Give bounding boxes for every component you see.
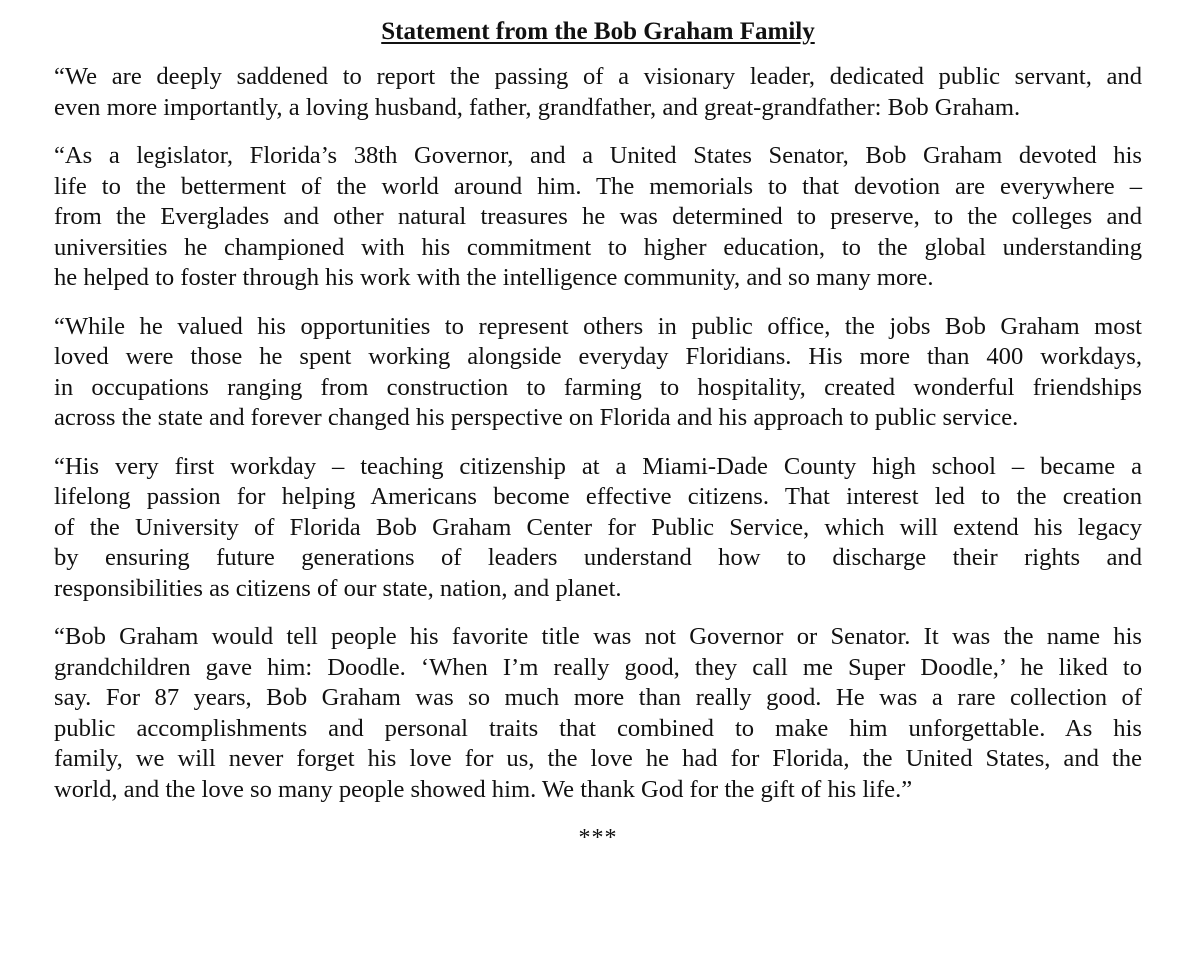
paragraph-doodle [54,622,1142,805]
text-line: lifelong passion for helping Americans become effective citizens. That interest led to the creation [54,483,1142,510]
text-line: “His very first workday – teaching citizenship at a Miami-Dade County high school – became a [54,452,1142,480]
text-line: “Bob Graham would tell people his favorite title was not Governor or Senator. It was the name his [54,623,1142,650]
text-line: “As a legislator, Florida’s 38th Governor, and a United States Senator, Bob Graham devoted his [54,142,1142,169]
text-line: “We are deeply saddened to report the passing of a visionary leader, dedicated public servant, and [54,63,1142,90]
text-line: universities he championed with his commitment to higher education, to the global understanding [54,233,1142,261]
end-mark: *** [578,825,618,851]
text-line: loved were those he spent working alongside everyday Floridians. His more than 400 workdays, [54,343,1142,370]
paragraph-workdays [54,312,1142,434]
paragraph-citizenship [54,452,1142,605]
text-line: across the state and forever changed his perspective on Florida and his approach to public service. [54,404,1019,431]
text-line: family, we will never forget his love for us, the love he had for Florida, the United States, and the [54,745,1142,772]
text-line: world, and the love so many people showed him. We thank God for the gift of his life.” [54,775,913,803]
paragraph-passing [54,62,1142,123]
statement-title: Statement from the Bob Graham Family [381,18,815,45]
text-line: life to the betterment of the world around him. The memorials to that devotion are everywhere – [54,172,1142,200]
text-line: of the University of Florida Bob Graham Center for Public Service, which will extend his legacy [54,513,1142,541]
text-line: he helped to foster through his work with the intelligence community, and so many more. [54,264,934,291]
text-line: by ensuring future generations of leaders understand how to discharge their rights and [54,544,1142,571]
text-line: grandchildren gave him: Doodle. ‘When I’m really good, they call me Super Doodle,’ he liked to [54,653,1142,681]
text-line: “While he valued his opportunities to represent others in public office, the jobs Bob Graham most [54,312,1142,340]
paragraph-career [54,141,1142,294]
statement-document [54,14,1142,853]
text-line: responsibilities as citizens of our state, nation, and planet. [54,574,622,602]
text-line: public accomplishments and personal traits that combined to make him unforgettable. As his [54,714,1142,742]
text-line: even more importantly, a loving husband, father, grandfather, and great-grandfather: Bob Graham. [54,93,1021,121]
text-line: say. For 87 years, Bob Graham was so much more than really good. He was a rare collection of [54,684,1142,711]
text-line: in occupations ranging from construction to farming to hospitality, created wonderful friendships [54,373,1142,401]
text-line: from the Everglades and other natural treasures he was determined to preserve, to the colleges and [54,203,1142,230]
